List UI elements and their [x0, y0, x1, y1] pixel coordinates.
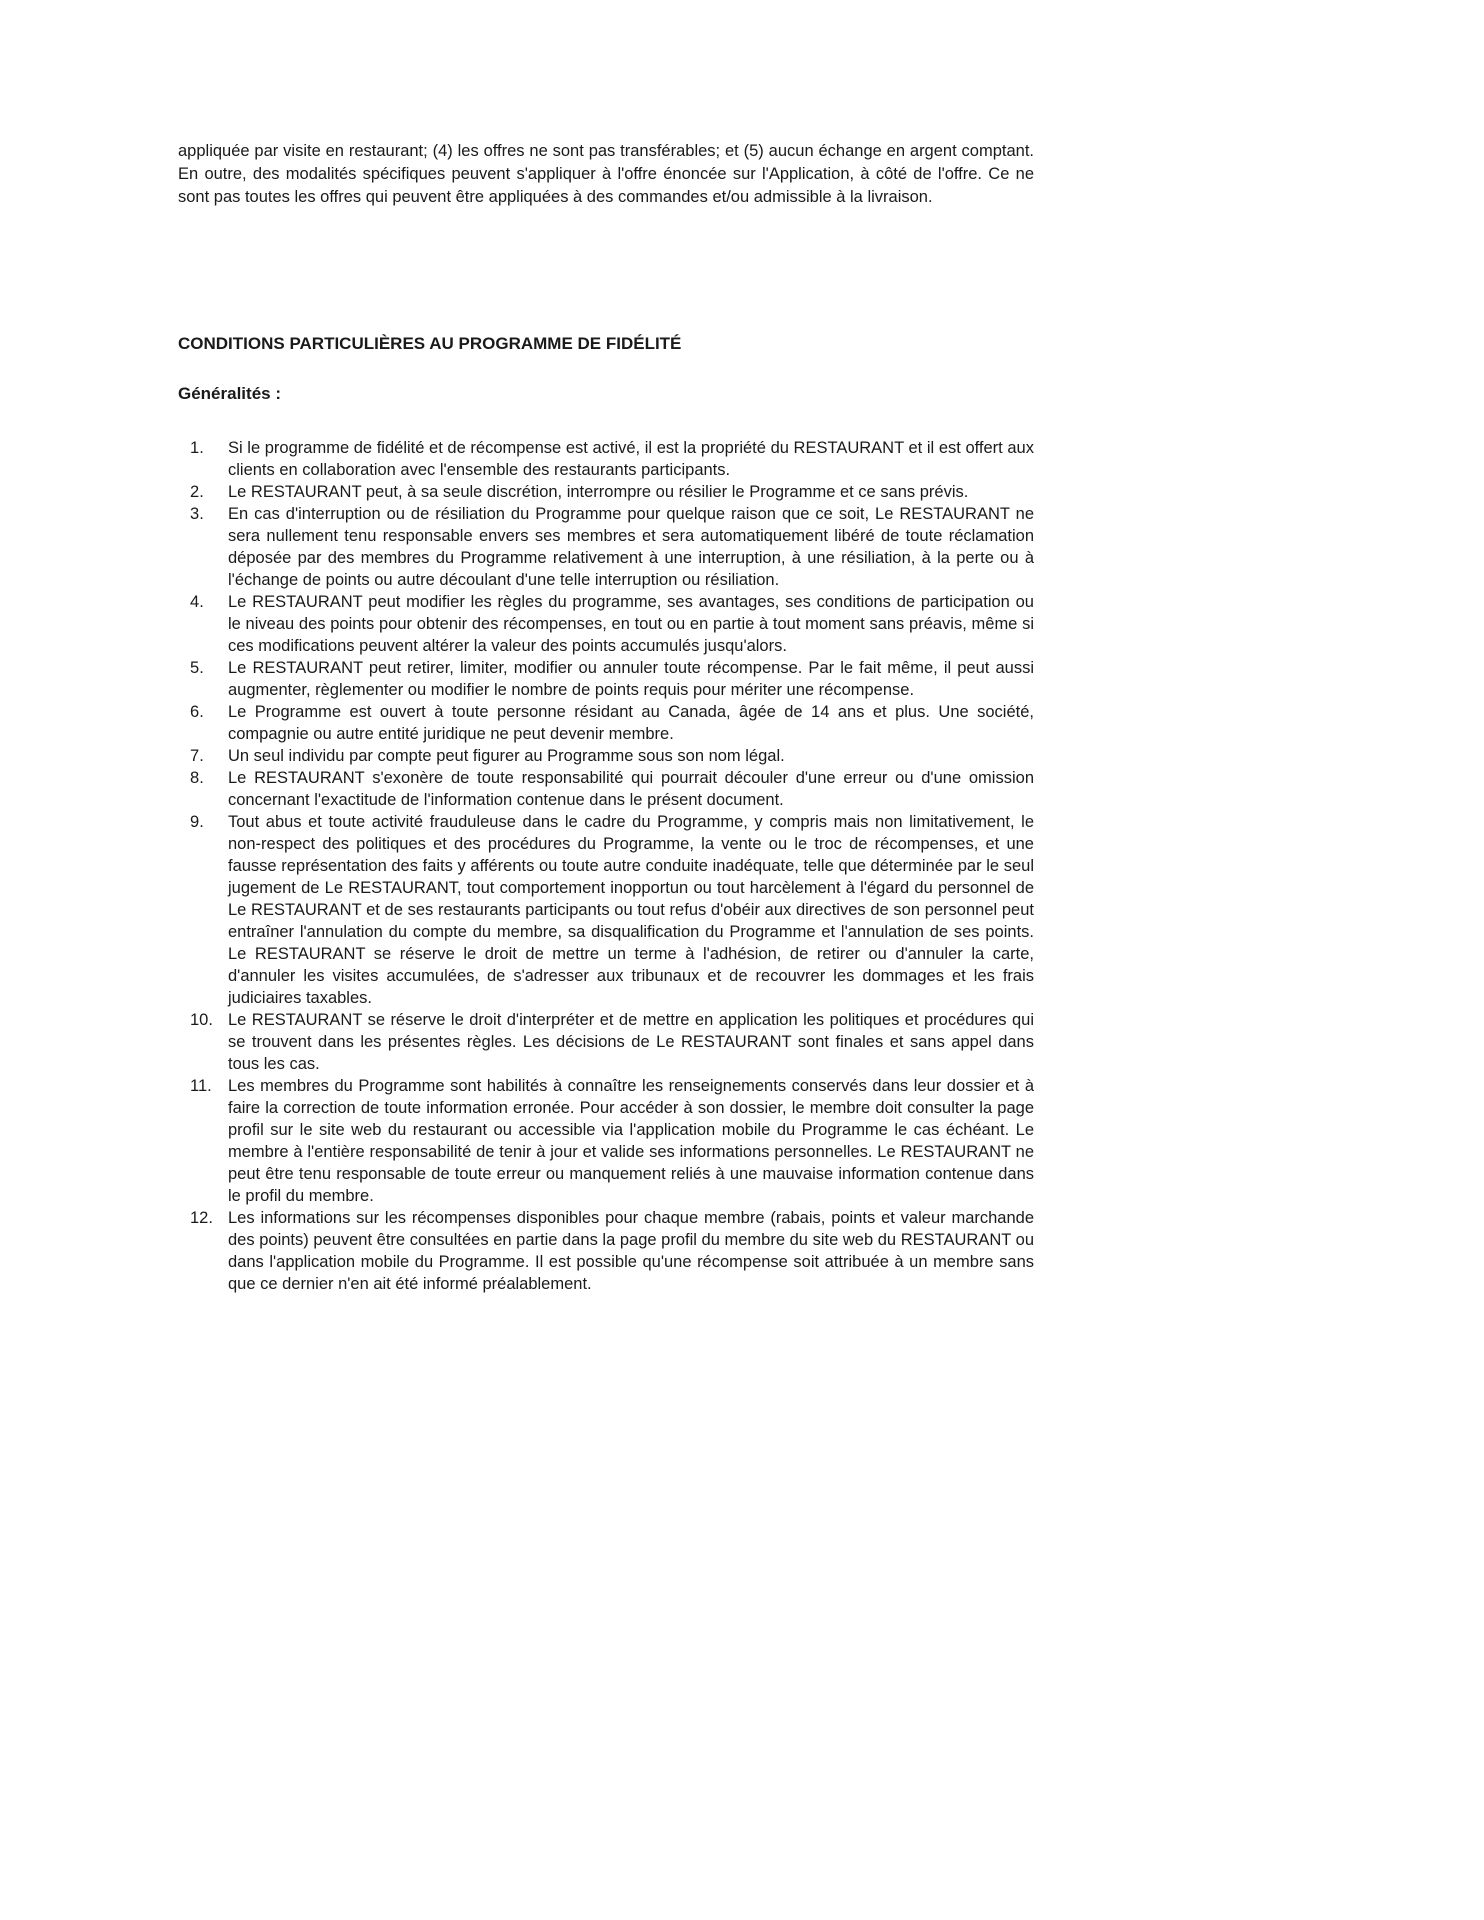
- conditions-list: [178, 437, 1034, 1295]
- intro-paragraph: appliquée par visite en restaurant; (4) les offres ne sont pas transférables; et (5) aucun échange en argent comptant. En outre, des modalités spécifiques peuvent s'appliquer à l'offre énoncée sur l'Application, à côté de l'offre. Ce ne sont pas toutes les offres qui peuvent être appliquées à des commandes et/ou admissible à la livraison.: [178, 142, 1034, 206]
- list-item: Si le programme de fidélité et de récompense est activé, il est la propriété du RESTAURANT et il est offert aux clients en collaboration avec l'ensemble des restaurants participants.: [228, 439, 1034, 479]
- list-item: Un seul individu par compte peut figurer au Programme sous son nom légal.: [228, 747, 785, 765]
- list-item: Tout abus et toute activité frauduleuse dans le cadre du Programme, y compris mais non limitativement, le non-respect des politiques et des procédures du Programme, la vente ou le troc de récompenses, et une fausse représentation des faits y afférents ou toute autre conduite inadéquate, telle que déterminée par le seul jugement de Le RESTAURANT, tout comportement inopportun ou tout harcèlement à l'égard du personnel de Le RESTAURANT et de ses restaurants participants ou tout refus d'obéir aux directives de son personnel peut entraîner l'annulation du compte du membre, sa disqualification du Programme et l'annulation de ses points. Le RESTAURANT se réserve le droit de mettre un terme à l'adhésion, de retirer ou d'annuler la carte, d'annuler les visites accumulées, de s'adresser aux tribunaux et de recouvrer les dommages et les frais judiciaires taxables.: [228, 813, 1034, 1007]
- list-item: Le RESTAURANT se réserve le droit d'interpréter et de mettre en application les politiques et procédures qui se trouvent dans les présentes règles. Les décisions de Le RESTAURANT sont finales et sans appel dans tous les cas.: [228, 1011, 1034, 1073]
- list-item: Le RESTAURANT peut, à sa seule discrétion, interrompre ou résilier le Programme et ce sans prévis.: [228, 483, 969, 501]
- list-item: Les membres du Programme sont habilités à connaître les renseignements conservés dans leur dossier et à faire la correction de toute information erronée. Pour accéder à son dossier, le membre doit consulter la page profil sur le site web du restaurant ou accessible via l'application mobile du Programme le cas échéant. Le membre à l'entière responsabilité de tenir à jour et valide ses informations personnelles. Le RESTAURANT ne peut être tenu responsable de toute erreur ou manquement reliés à une mauvaise information contenue dans le profil du membre.: [228, 1077, 1034, 1205]
- list-item: En cas d'interruption ou de résiliation du Programme pour quelque raison que ce soit, Le RESTAURANT ne sera nullement tenu responsable envers ses membres et sera automatiquement libéré de toute réclamation déposée par des membres du Programme relativement à une interruption, à une résiliation, à la perte ou à l'échange de points ou autre découlant d'une telle interruption ou résiliation.: [228, 505, 1034, 589]
- list-item: Le RESTAURANT peut modifier les règles du programme, ses avantages, ses conditions de participation ou le niveau des points pour obtenir des récompenses, en tout ou en partie à tout moment sans préavis, même si ces modifications peuvent altérer la valeur des points accumulés jusqu'alors.: [228, 593, 1034, 655]
- subsection-heading: Généralités :: [178, 384, 281, 403]
- list-item: Le RESTAURANT s'exonère de toute responsabilité qui pourrait découler d'une erreur ou d'une omission concernant l'exactitude de l'information contenue dans le présent document.: [228, 769, 1034, 809]
- list-item: Le Programme est ouvert à toute personne résidant au Canada, âgée de 14 ans et plus. Une société, compagnie ou autre entité juridique ne peut devenir membre.: [228, 703, 1034, 743]
- section-heading: CONDITIONS PARTICULIÈRES AU PROGRAMME DE FIDÉLITÉ: [178, 334, 682, 353]
- list-item: Les informations sur les récompenses disponibles pour chaque membre (rabais, points et valeur marchande des points) peuvent être consultées en partie dans la page profil du membre du site web du RESTAURANT ou dans l'application mobile du Programme. Il est possible qu'une récompense soit attribuée à un membre sans que ce dernier n'en ait été informé préalablement.: [228, 1209, 1034, 1293]
- list-item: Le RESTAURANT peut retirer, limiter, modifier ou annuler toute récompense. Par le fait même, il peut aussi augmenter, règlementer ou modifier le nombre de points requis pour mériter une récompense.: [228, 659, 1034, 699]
